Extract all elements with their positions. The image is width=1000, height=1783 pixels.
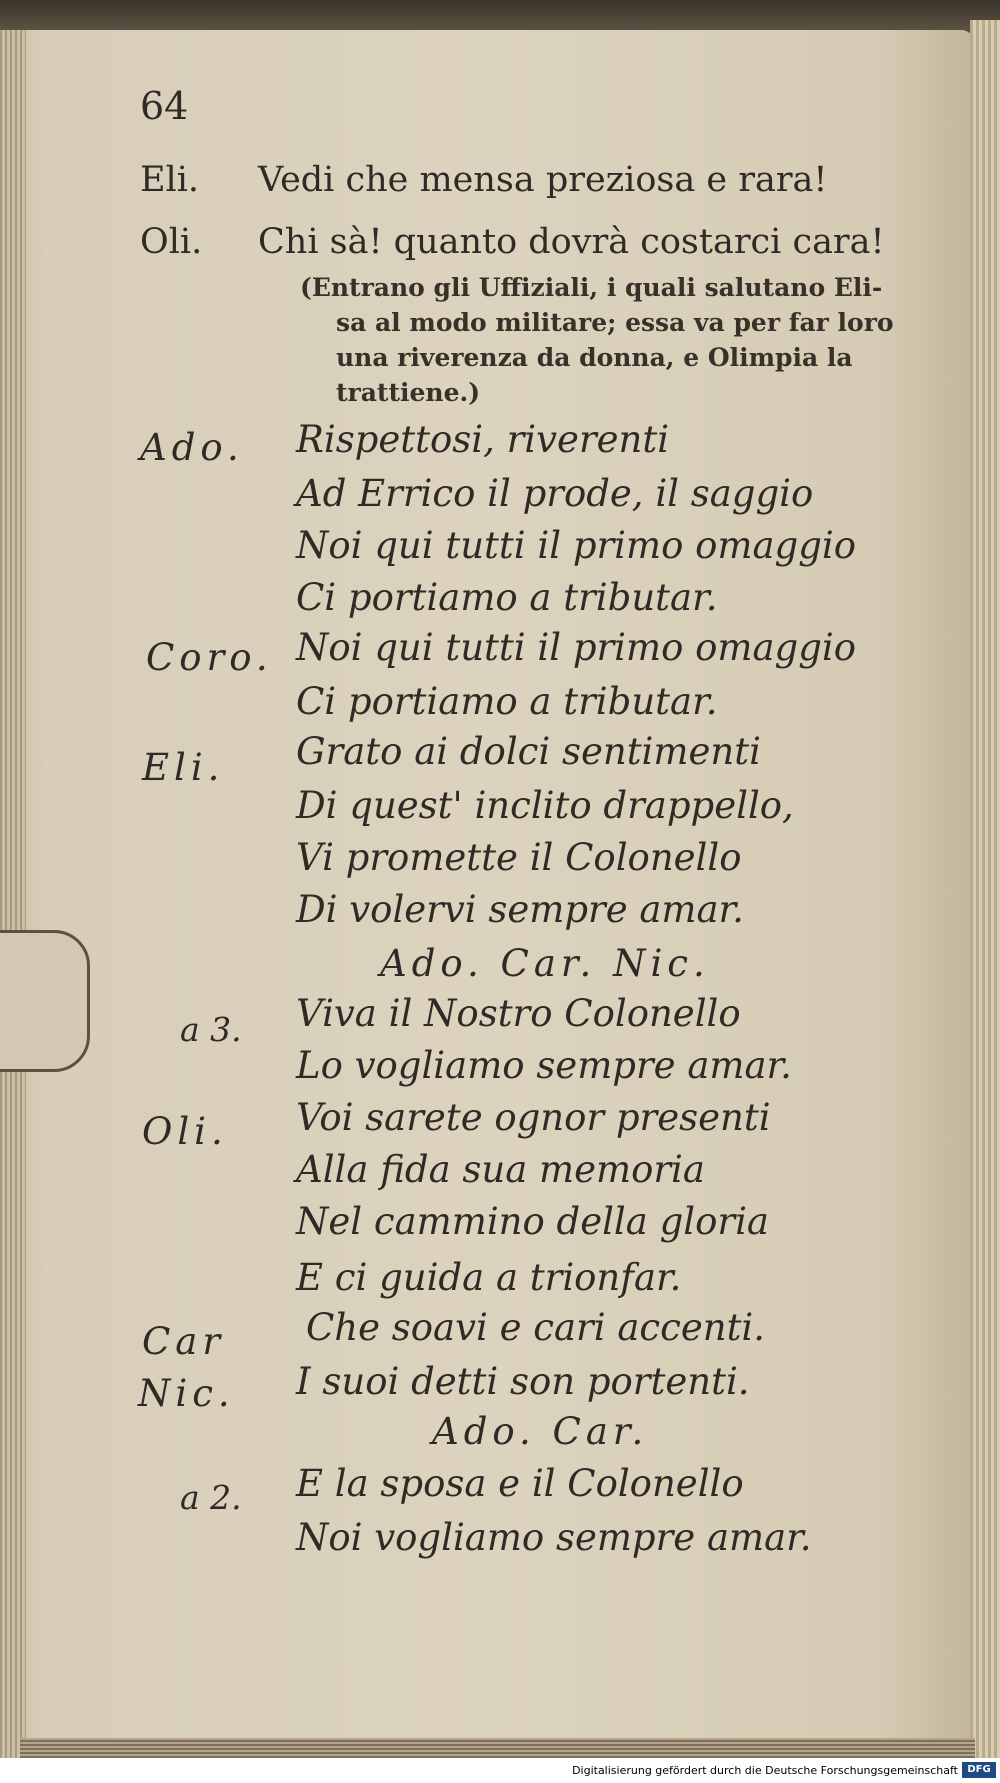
verse-line: Di quest' inclito drappello, [296,784,794,827]
verse-line: Ci portiamo a tributar. [296,576,718,619]
speaker-label: a 3. [180,1010,242,1049]
verse-line: Grato ai dolci sentimenti [296,730,761,773]
page-number: 64 [140,84,189,128]
book-tab-marker [0,930,90,1072]
verse-line: Rispettosi, riverenti [296,418,670,461]
stage-direction-line: una riverenza da donna, e Olimpia la [336,343,853,372]
verse-line: Vi promette il Colonello [296,836,742,879]
dialogue-line: Chi sà! quanto dovrà costarci cara! [258,222,885,262]
verse-line: Viva il Nostro Colonello [296,992,741,1035]
stage-direction-line: sa al modo militare; essa va per far loro [336,308,894,337]
verse-line: Ci portiamo a tributar. [296,680,718,723]
verse-line: Voi sarete ognor presenti [296,1096,771,1139]
verse-line: Noi vogliamo sempre amar. [296,1516,812,1559]
speaker-label: Eli. [142,746,225,789]
ensemble-heading: Ado. Car. [432,1410,649,1453]
stage-direction-line: trattiene.) [336,378,481,407]
verse-line: Che soavi e cari accenti. [306,1306,766,1349]
speaker-label: Coro. [146,636,273,679]
page-right-edge [970,20,1000,1760]
dialogue-line: Vedi che mensa preziosa e rara! [258,160,828,200]
verse-line: E ci guida a trionfar. [296,1256,682,1299]
verse-line: Lo vogliamo sempre amar. [296,1044,792,1087]
speaker-label: Nic. [138,1372,235,1415]
verse-line: E la sposa e il Colonello [296,1462,744,1505]
speaker-label: Oli. [142,1110,228,1153]
speaker-label: Ado. [140,426,244,469]
speaker-label: Oli. [140,222,203,262]
speaker-label: a 2. [180,1478,242,1517]
verse-line: Noi qui tutti il primo omaggio [296,626,857,669]
ensemble-heading: Ado. Car. Nic. [380,942,710,985]
verse-line: Di volervi sempre amar. [296,888,744,931]
verse-line: Ad Errico il prode, il saggio [296,472,814,515]
page-left-edge [0,30,26,1758]
dfg-logo: DFG [962,1762,996,1778]
verse-line: Noi qui tutti il primo omaggio [296,524,857,567]
verse-line: Nel cammino della gloria [296,1200,769,1243]
verse-line: Alla fida sua memoria [296,1148,705,1191]
verse-line: I suoi detti son portenti. [296,1360,750,1403]
stage-direction-line: (Entrano gli Uffiziali, i quali salutano Eli- [300,273,883,302]
speaker-label: Car [142,1320,226,1363]
digitization-credit: Digitalisierung gefördert durch die Deutsche Forschungsgemeinschaft [572,1764,958,1777]
speaker-label: Eli. [140,160,200,200]
